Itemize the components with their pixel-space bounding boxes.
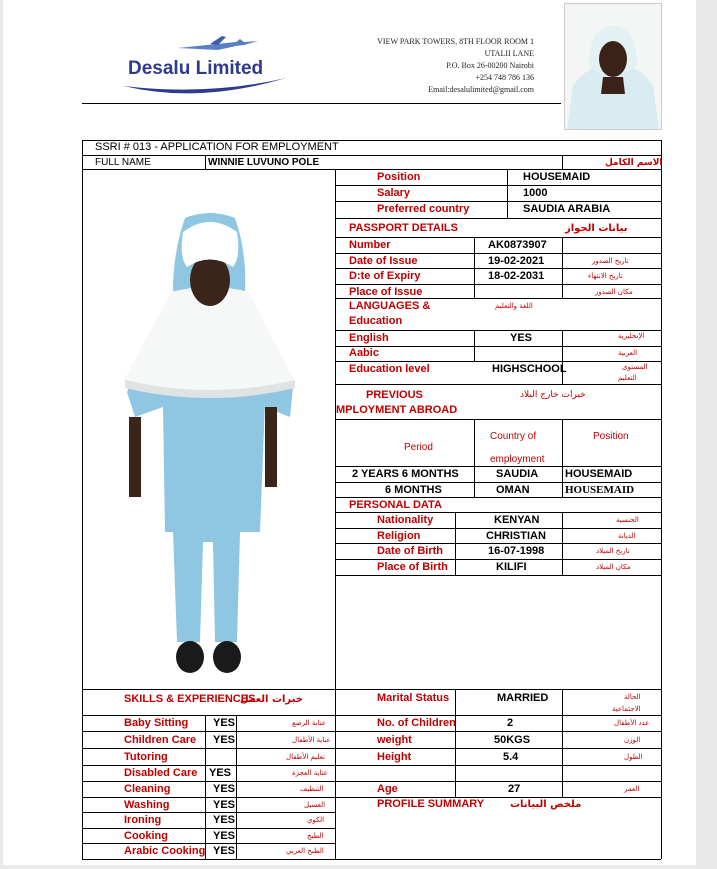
religion-arabic: الديانة <box>618 532 636 540</box>
skills-heading: SKILLS & EXPERIENCES <box>124 693 256 705</box>
english-value: YES <box>510 332 533 344</box>
employment-period: 6 MONTHS <box>385 484 442 496</box>
skill-arabic: عناية الرضع <box>292 719 326 727</box>
employment-country: OMAN <box>496 484 530 496</box>
nationality-label: Nationality <box>377 514 434 526</box>
arabic-arabic: العربية <box>618 349 638 357</box>
marital-status-label: Marital Status <box>377 692 450 704</box>
full-name-arabic: الاسم الكامل <box>605 158 663 168</box>
phone-number: +254 748 786 136 <box>475 73 534 82</box>
salary-value: 1000 <box>523 187 548 199</box>
place-of-issue-arabic: مكان الصدور <box>595 288 633 296</box>
date-of-birth-value: 16-07-1998 <box>488 545 545 557</box>
arabic-label: Aabic <box>349 347 379 359</box>
skill-value: YES <box>213 814 236 826</box>
preferred-country-value: SAUDIA ARABIA <box>523 203 611 215</box>
skill-arabic: الطبخ العربي <box>286 847 324 855</box>
education-heading: Education <box>349 315 403 327</box>
header <box>82 0 562 103</box>
skill-arabic: الغسيل <box>304 801 326 809</box>
previous-employment-arabic: خبرات خارج البلاد <box>520 390 586 400</box>
employment-period: 2 YEARS 6 MONTHS <box>352 468 459 480</box>
employment-country: SAUDIA <box>496 468 539 480</box>
company-address <box>332 37 534 99</box>
skills-heading-arabic: خبرات العمل <box>240 694 303 705</box>
place-of-birth-arabic: مكان الميلاد <box>596 563 631 571</box>
skill-arabic: التنظيف <box>300 785 324 793</box>
issue-date-label: Date of Issue <box>349 255 418 267</box>
skill-arabic: عناية العجزة <box>292 769 328 777</box>
nationality-arabic: الجنسية <box>616 516 639 524</box>
salary-label: Salary <box>377 187 411 199</box>
languages-heading: LANGUAGES & <box>349 300 431 312</box>
country-column-header-2: employment <box>490 454 545 465</box>
skill-value: YES <box>213 845 236 857</box>
marital-status-value: MARRIED <box>497 692 549 704</box>
age-label: Age <box>377 783 398 795</box>
period-column-header: Period <box>404 442 433 453</box>
issue-date-arabic: تاريخ الصدور <box>592 257 629 265</box>
date-of-birth-label: Date of Birth <box>377 545 443 557</box>
children-label: No. of Children <box>377 717 456 729</box>
weight-label: weight <box>377 734 412 746</box>
skill-value: YES <box>213 783 236 795</box>
education-level-arabic-2: التعليم <box>618 374 637 382</box>
country-column-header-1: Country of <box>490 431 537 442</box>
english-arabic: الإنجليزية <box>618 332 645 340</box>
skill-label: Tutoring <box>124 751 168 763</box>
employment-position: HOUSEMAID <box>565 468 633 480</box>
skill-value: YES <box>213 799 236 811</box>
profile-summary-label: PROFILE SUMMARY <box>377 798 485 810</box>
date-of-birth-arabic: تاريخ الميلاد <box>596 547 630 555</box>
nationality-value: KENYAN <box>494 514 540 526</box>
preferred-country-label: Preferred country <box>377 203 470 215</box>
skill-label: Baby Sitting <box>124 717 189 729</box>
place-of-issue-label: Place of Issue <box>349 286 423 298</box>
applicant-full-photo <box>115 212 305 682</box>
education-level-label: Education level <box>349 363 430 375</box>
skill-label: Washing <box>124 799 170 811</box>
english-label: English <box>349 332 389 344</box>
expiry-date-arabic: تاريخ الانتهاء <box>588 272 623 280</box>
skill-label: Arabic Cooking <box>124 845 206 857</box>
profile-summary-arabic: ملخص البيانات <box>510 799 582 810</box>
previous-employment-heading-2: MPLOYMENT ABROAD <box>336 404 458 416</box>
applicant-headshot <box>564 3 662 130</box>
skill-label: Cooking <box>124 830 168 842</box>
email-address: Email:desalulimited@gmail.com <box>428 85 534 94</box>
skill-value: YES <box>213 734 236 746</box>
place-of-birth-label: Place of Birth <box>377 561 448 573</box>
passport-heading-arabic: بيانات الجواز <box>565 223 628 234</box>
height-label: Height <box>377 751 412 763</box>
logo-text: Desalu Limited <box>128 58 264 79</box>
marital-status-arabic-1: الحالة <box>624 693 641 701</box>
address-line: VIEW PARK TOWERS, 8TH FLOOR ROOM 1 <box>377 37 534 46</box>
position-label: Position <box>377 171 421 183</box>
weight-value: 50KGS <box>494 734 531 746</box>
education-level-arabic-1: المستوى <box>622 363 648 371</box>
expiry-date-label: D:te of Expiry <box>349 270 421 282</box>
full-name-value: WINNIE LUVUNO POLE <box>208 157 320 168</box>
full-name-label: FULL NAME <box>95 157 151 168</box>
form-title: SSRI # 013 - APPLICATION FOR EMPLOYMENT <box>95 141 339 153</box>
age-value: 27 <box>508 783 521 795</box>
position-column-header: Position <box>593 431 629 442</box>
place-of-birth-value: KILIFI <box>496 561 527 573</box>
address-line: P.O. Box 26-00200 Nairobi <box>446 61 534 70</box>
height-value: 5.4 <box>503 751 519 763</box>
skill-arabic: الطبخ <box>307 832 324 840</box>
issue-date-value: 19-02-2021 <box>488 255 545 267</box>
skill-arabic: تعليم الأطفال <box>286 753 325 761</box>
age-arabic: العمر <box>624 785 640 793</box>
children-value: 2 <box>507 717 514 729</box>
personal-data-heading: PERSONAL DATA <box>349 499 442 511</box>
previous-employment-heading-1: PREVIOUS <box>366 389 423 401</box>
position-value: HOUSEMAID <box>523 171 591 183</box>
skill-arabic: عناية الأطفال <box>292 736 331 744</box>
skill-label: Cleaning <box>124 783 171 795</box>
children-arabic: عدد الأطفال <box>614 719 650 727</box>
education-level-value: HIGHSCHOOL <box>492 363 567 375</box>
passport-heading: PASSPORT DETAILS <box>349 222 458 234</box>
religion-label: Religion <box>377 530 421 542</box>
skill-label: Disabled Care <box>124 767 198 779</box>
languages-heading-arabic: اللغة والتعليم <box>495 302 533 310</box>
address-line: UTALII LANE <box>484 49 534 58</box>
skill-value: YES <box>209 767 232 779</box>
skill-label: Ironing <box>124 814 162 826</box>
employment-position: HOUSEMAID <box>565 484 635 496</box>
passport-number-label: Number <box>349 239 391 251</box>
passport-number-value: AK0873907 <box>488 239 547 251</box>
marital-status-arabic-2: الاجتماعية <box>612 705 641 713</box>
skill-value: YES <box>213 830 236 842</box>
religion-value: CHRISTIAN <box>486 530 546 542</box>
skill-value: YES <box>213 717 236 729</box>
expiry-date-value: 18-02-2031 <box>488 270 545 282</box>
weight-arabic: الوزن <box>624 736 641 744</box>
skill-label: Children Care <box>124 734 197 746</box>
height-arabic: الطول <box>624 753 643 761</box>
skill-arabic: الكوي <box>307 816 325 824</box>
